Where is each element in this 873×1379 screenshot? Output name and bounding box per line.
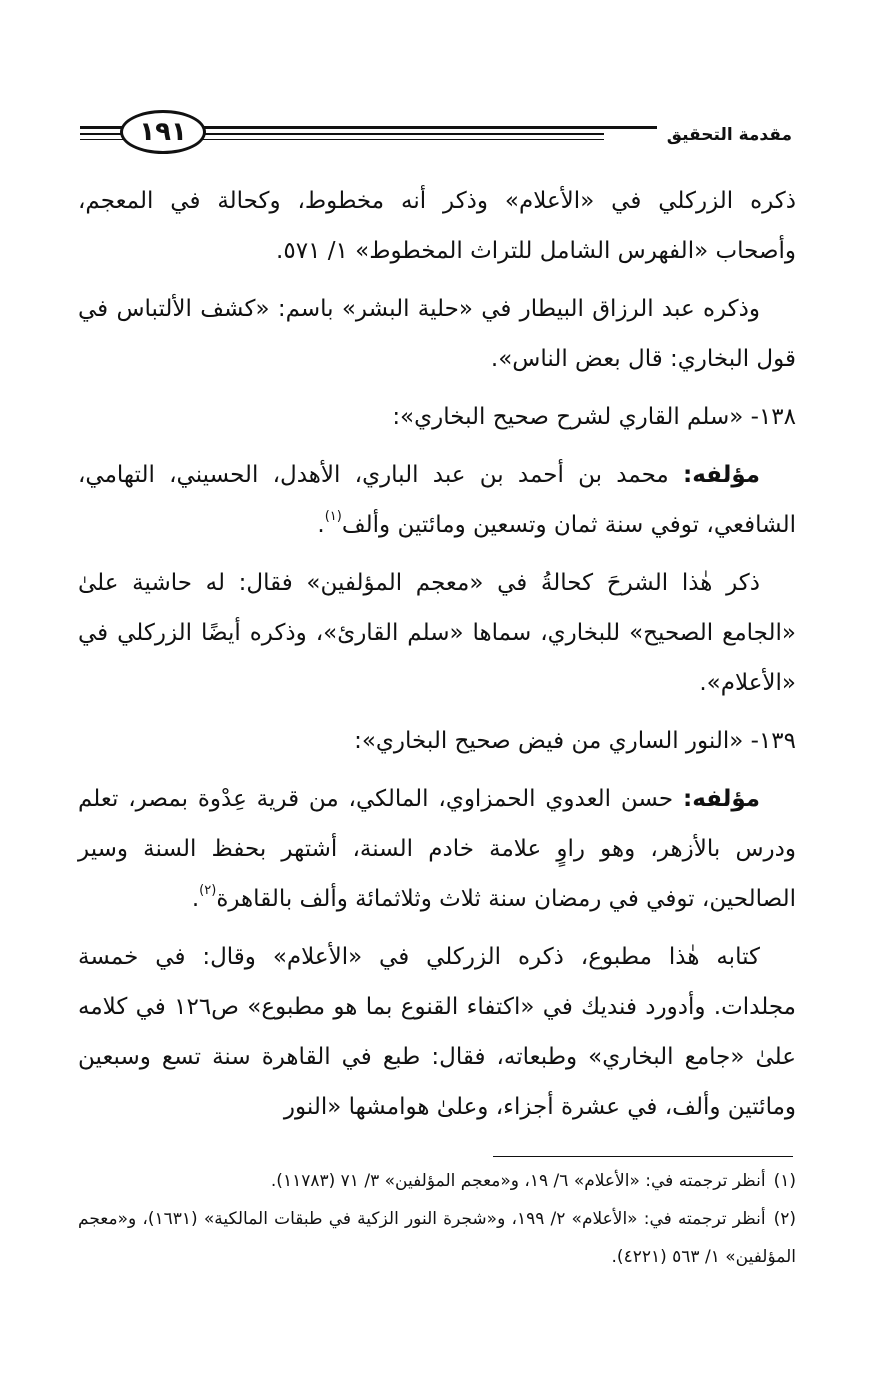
author-text: حسن العدوي الحمزاوي، المالكي، من قرية عِدْوة بمصر، تعلم ودرس بالأزهر، وهو راوٍ علامة خادم السنة، أشتهر بحفظ السنة وسير الصالحين، توفي في رمضان سنة ثلاث وثلاثمائة وألف بالقاهرة: [78, 786, 796, 912]
entry-heading-138: ١٣٨- «سلم القاري لشرح صحيح البخاري»:: [392, 404, 796, 430]
page-number: ١٩١: [120, 110, 206, 154]
author-label: مؤلفه:: [683, 786, 760, 812]
header-rule: [198, 133, 604, 135]
main-text: [78, 176, 796, 1140]
author-label: مؤلفه:: [683, 462, 760, 488]
entry-author-138: [78, 450, 796, 550]
sentence-end: .: [317, 512, 325, 538]
paragraph: وذكره عبد الرزاق البيطار في «حلية البشر» باسم: «كشف الألتباس في قول البخاري: قال بعض الناس».: [78, 296, 796, 372]
footnote: [78, 1200, 796, 1276]
footnote-ref[interactable]: (٢): [199, 883, 217, 898]
author-text: محمد بن أحمد بن عبد الباري، الأهدل، الحسيني، التهامي، الشافعي، توفي سنة ثمان وتسعين ومائتين وألف: [78, 462, 796, 538]
entry-description-138: ذكر هٰذا الشرحَ كحالةُ في «معجم المؤلفين» فقال: له حاشية علىٰ «الجامع الصحيح» للبخاري، سماها «سلم القارئ»، وذكره أيضًا الزركلي في «الأعلام».: [78, 570, 796, 696]
page-header: [80, 108, 792, 164]
paragraph: ذكره الزركلي في «الأعلام» وذكر أنه مخطوط، وكحالة في المعجم، وأصحاب «الفهرس الشامل للتراث المخطوط» ١/ ٥٧١.: [78, 188, 796, 264]
footnote-divider: [493, 1156, 793, 1157]
footnote-text: أنظر ترجمته في: «الأعلام» ٦/ ١٩، و«معجم المؤلفين» ٣/ ٧١ (١١٧٨٣).: [270, 1171, 766, 1191]
entry-author-139: [78, 774, 796, 924]
footnote-ref[interactable]: (١): [324, 509, 342, 524]
running-title: مقدمة التحقيق: [657, 125, 792, 145]
entry-heading-139: ١٣٩- «النور الساري من فيض صحيح البخاري»:: [354, 728, 796, 754]
header-rule: [198, 139, 604, 140]
footnote-text: أنظر ترجمته في: «الأعلام» ٢/ ١٩٩، و«شجرة النور الزكية في طبقات المالكية» (١٦٣١)، و«معجم المؤلفين» ١/ ٥٦٣ (٤٢٢١).: [78, 1209, 796, 1267]
footnote: [78, 1162, 796, 1200]
footnote-number: (١): [773, 1171, 796, 1191]
sentence-end: .: [191, 886, 200, 912]
footnote-number: (٢): [773, 1209, 796, 1229]
entry-description-139: كتابه هٰذا مطبوع، ذكره الزركلي في «الأعلام» وقال: في خمسة مجلدات. وأدورد فنديك في «اكتفاء القنوع بما هو مطبوع» ص١٢٦ في كلامه علىٰ «جامع البخاري» وطبعاته، فقال: طبع في القاهرة سنة تسع وسبعين ومائتين وألف، في عشرة أجزاء، وعلىٰ هوامشها «النور: [78, 944, 796, 1120]
footnotes: [78, 1162, 796, 1276]
